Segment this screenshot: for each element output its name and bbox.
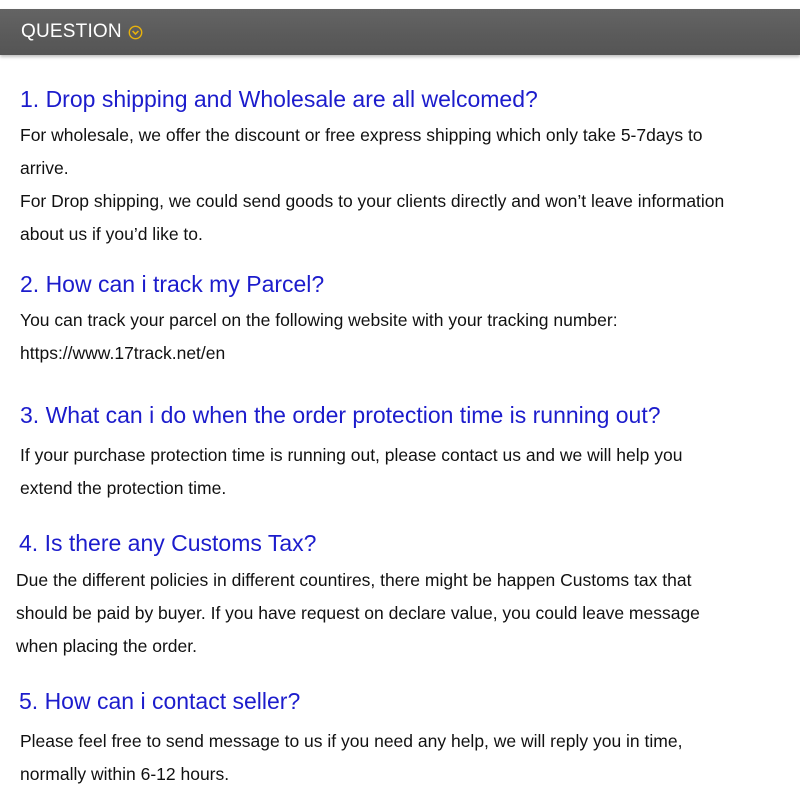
answer-line: If your purchase protection time is running out, please contact us and we will help you: [20, 445, 683, 465]
header-title: QUESTION: [21, 21, 122, 42]
answer-line: should be paid by buyer. If you have request on declare value, you could leave message: [16, 603, 700, 623]
faq-question-1: 1. Drop shipping and Wholesale are all welcomed?: [20, 86, 538, 112]
answer-line: about us if you’d like to.: [20, 224, 203, 244]
answer-line: normally within 6-12 hours.: [20, 764, 230, 784]
answer-line: Please feel free to send message to us if you need any help, we will reply you in time,: [20, 731, 683, 751]
faq-answer-5: [20, 725, 682, 791]
faq-question-3: 3. What can i do when the order protection time is running out?: [20, 402, 661, 428]
question-header-bar: [0, 9, 800, 55]
faq-question-2: 2. How can i track my Parcel?: [20, 271, 325, 297]
answer-line: arrive.: [20, 158, 69, 178]
answer-line: For Drop shipping, we could send goods to your clients directly and won’t leave information: [20, 191, 725, 211]
faq-answer-2: [20, 304, 618, 370]
faq-question-5: 5. How can i contact seller?: [19, 688, 301, 714]
answer-line: For wholesale, we offer the discount or free express shipping which only take 5-7days to: [20, 125, 703, 145]
faq-answer-3: [20, 439, 682, 505]
faq-answer-1: [20, 119, 724, 251]
answer-line: when placing the order.: [16, 636, 197, 656]
tracking-link-text: https://www.17track.net/en: [20, 343, 226, 363]
answer-line: Due the different policies in different countires, there might be happen Customs tax that: [16, 570, 692, 590]
faq-answer-4: [16, 564, 700, 663]
faq-question-4: 4. Is there any Customs Tax?: [19, 530, 317, 556]
answer-line: extend the protection time.: [20, 478, 227, 498]
chevron-down-circle-icon: [128, 25, 143, 40]
answer-line: You can track your parcel on the following website with your tracking number:: [20, 310, 618, 330]
